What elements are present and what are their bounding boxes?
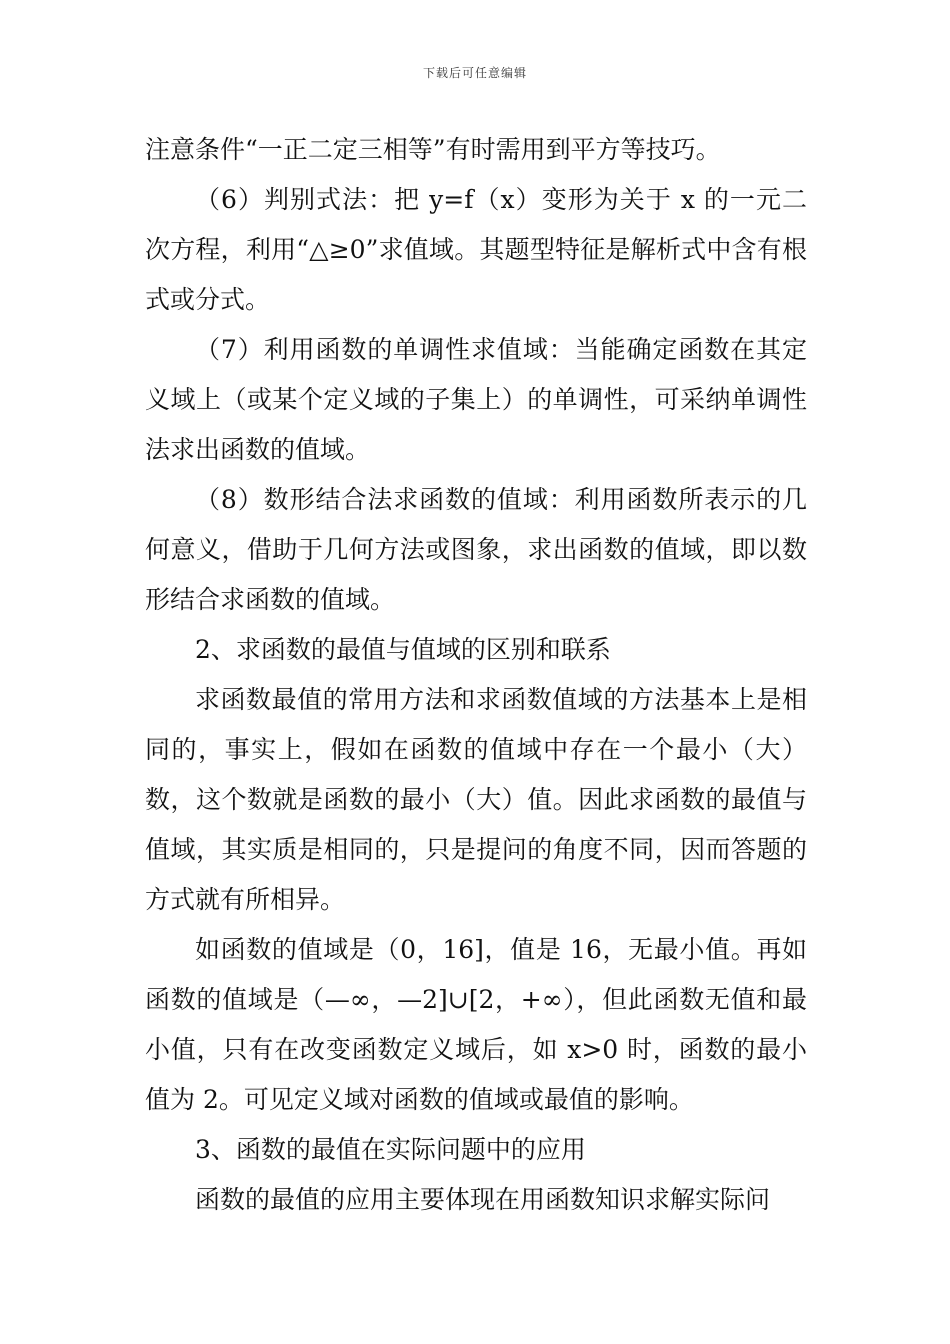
section-heading-2: 2、求函数的最值与值域的区别和联系 (195, 635, 611, 664)
paragraph-discriminant-method: （6）判别式法：把 y=f（x）变形为关于 x 的一元二次方程，利用“△≥0”求值域。其题型特征是解析式中含有根式或分式。 (145, 185, 807, 314)
document-body (145, 125, 807, 1225)
paragraph-extrema-vs-range: 求函数最值的常用方法和求函数值域的方法基本上是相同的，事实上，假如在函数的值域中存在一个最小（大）数，这个数就是函数的最小（大）值。因此求函数的最值与值域，其实质是相同的，只是提问的角度不同，因而答题的方式就有所相异。 (145, 685, 807, 914)
section-heading-3: 3、函数的最值在实际问题中的应用 (195, 1135, 586, 1164)
paragraph-applications: 函数的最值的应用主要体现在用函数知识求解实际问 (195, 1185, 771, 1214)
paragraph-continuation: 注意条件“一正二定三相等”有时需用到平方等技巧。 (145, 135, 721, 164)
page-header: 下载后可任意编辑 (422, 66, 527, 80)
paragraph-monotonicity-method: （7）利用函数的单调性求值域：当能确定函数在其定义域上（或某个定义域的子集上）的单调性，可采纳单调性法求出函数的值域。 (145, 335, 807, 464)
paragraph-graphical-method: （8）数形结合法求函数的值域：利用函数所表示的几何意义，借助于几何方法或图象，求出函数的值域，即以数形结合求函数的值域。 (145, 485, 807, 614)
paragraph-example: 如函数的值域是（0，16]，值是 16，无最小值。再如函数的值域是（—∞，—2]∪[2，+∞），但此函数无值和最小值，只有在改变函数定义域后，如 x>0 时，函数的最小值为 2。可见定义域对函数的值域或最值的影响。 (145, 935, 807, 1114)
